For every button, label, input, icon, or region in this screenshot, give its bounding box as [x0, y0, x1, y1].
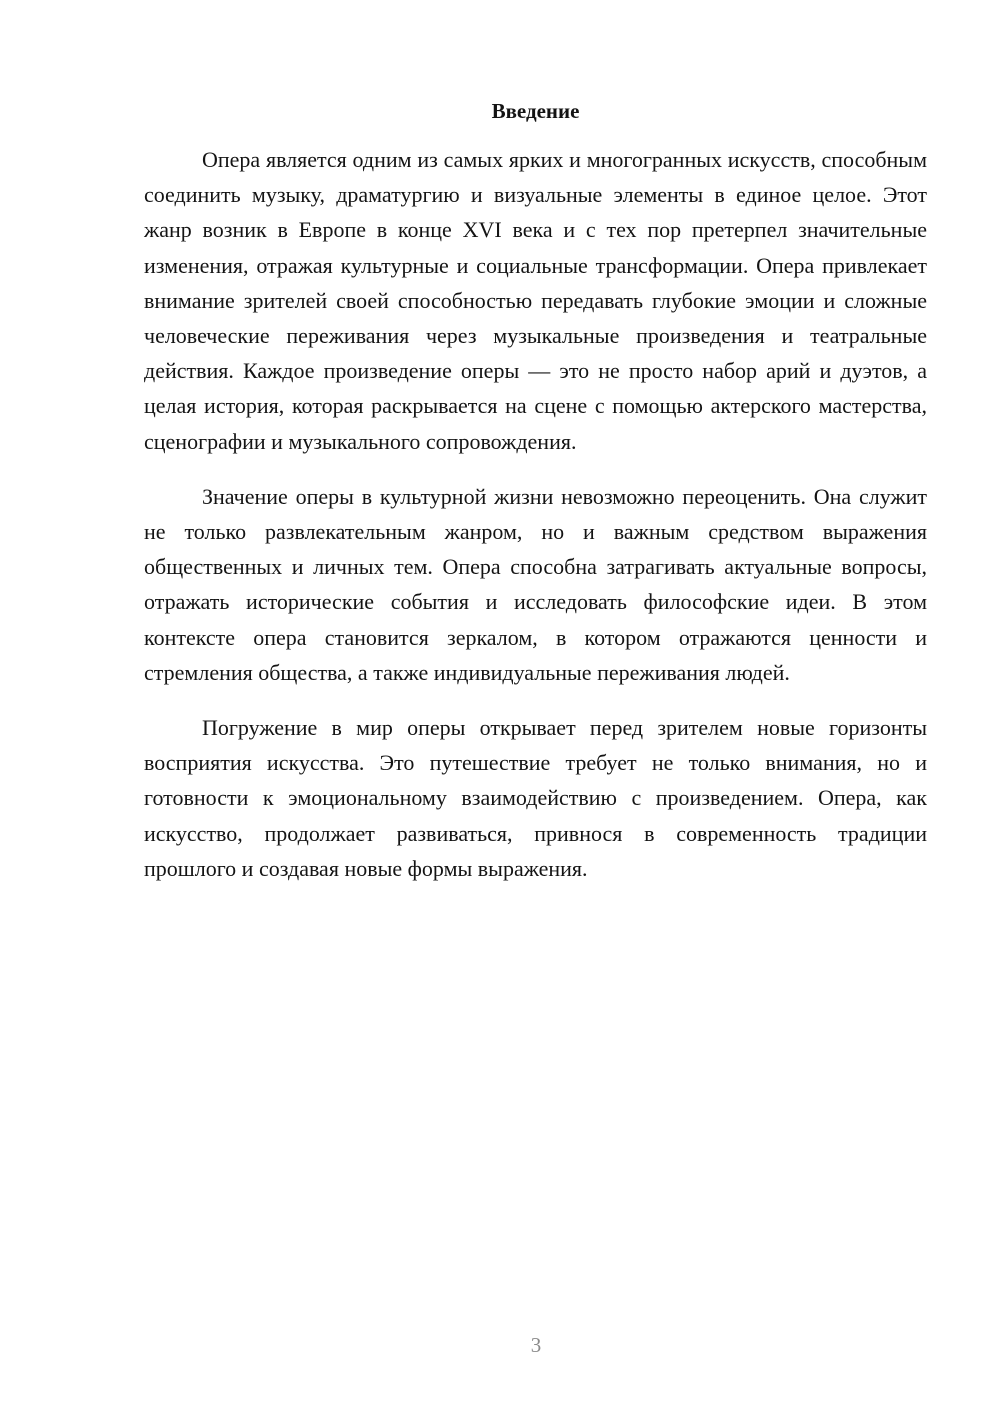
paragraph-1: Опера является одним из самых ярких и многогранных искусств, способным соединить музыку, драматургию и визуальные элементы в единое целое. Этот жанр возник в Европе в конце XVI века и с тех пор претерпел значительные изменения, отражая культурные и социальные трансформации. Опера привлекает внимание зрителей своей способностью передавать глубокие эмоции и сложные человеческие переживания через музыкальные произведения и театральные действия. Каждое произведение оперы — это не просто набор арий и дуэтов, а целая история, которая раскрывается на сцене с помощью актерского мастерства, сценографии и музыкального сопровождения. — [144, 147, 927, 454]
page-number: 3 — [530, 1333, 542, 1357]
section-title: Введение — [491, 99, 580, 123]
paragraph-3: Погружение в мир оперы открывает перед зрителем новые горизонты восприятия искусства. Это путешествие требует не только внимания, но и готовности к эмоциональному взаимодействию с произведением. Опера, как искусство, продолжает развиваться, привнося в современность традиции прошлого и создавая новые формы выражения. — [144, 715, 927, 881]
paragraph-2: Значение оперы в культурной жизни невозможно переоценить. Она служит не только развлекательным жанром, но и важным средством выражения общественных и личных тем. Опера способна затрагивать актуальные вопросы, отражать исторические события и исследовать философские идеи. В этом контексте опера становится зеркалом, в котором отражаются ценности и стремления общества, а также индивидуальные переживания людей. — [144, 483, 927, 685]
page-content — [144, 96, 927, 906]
